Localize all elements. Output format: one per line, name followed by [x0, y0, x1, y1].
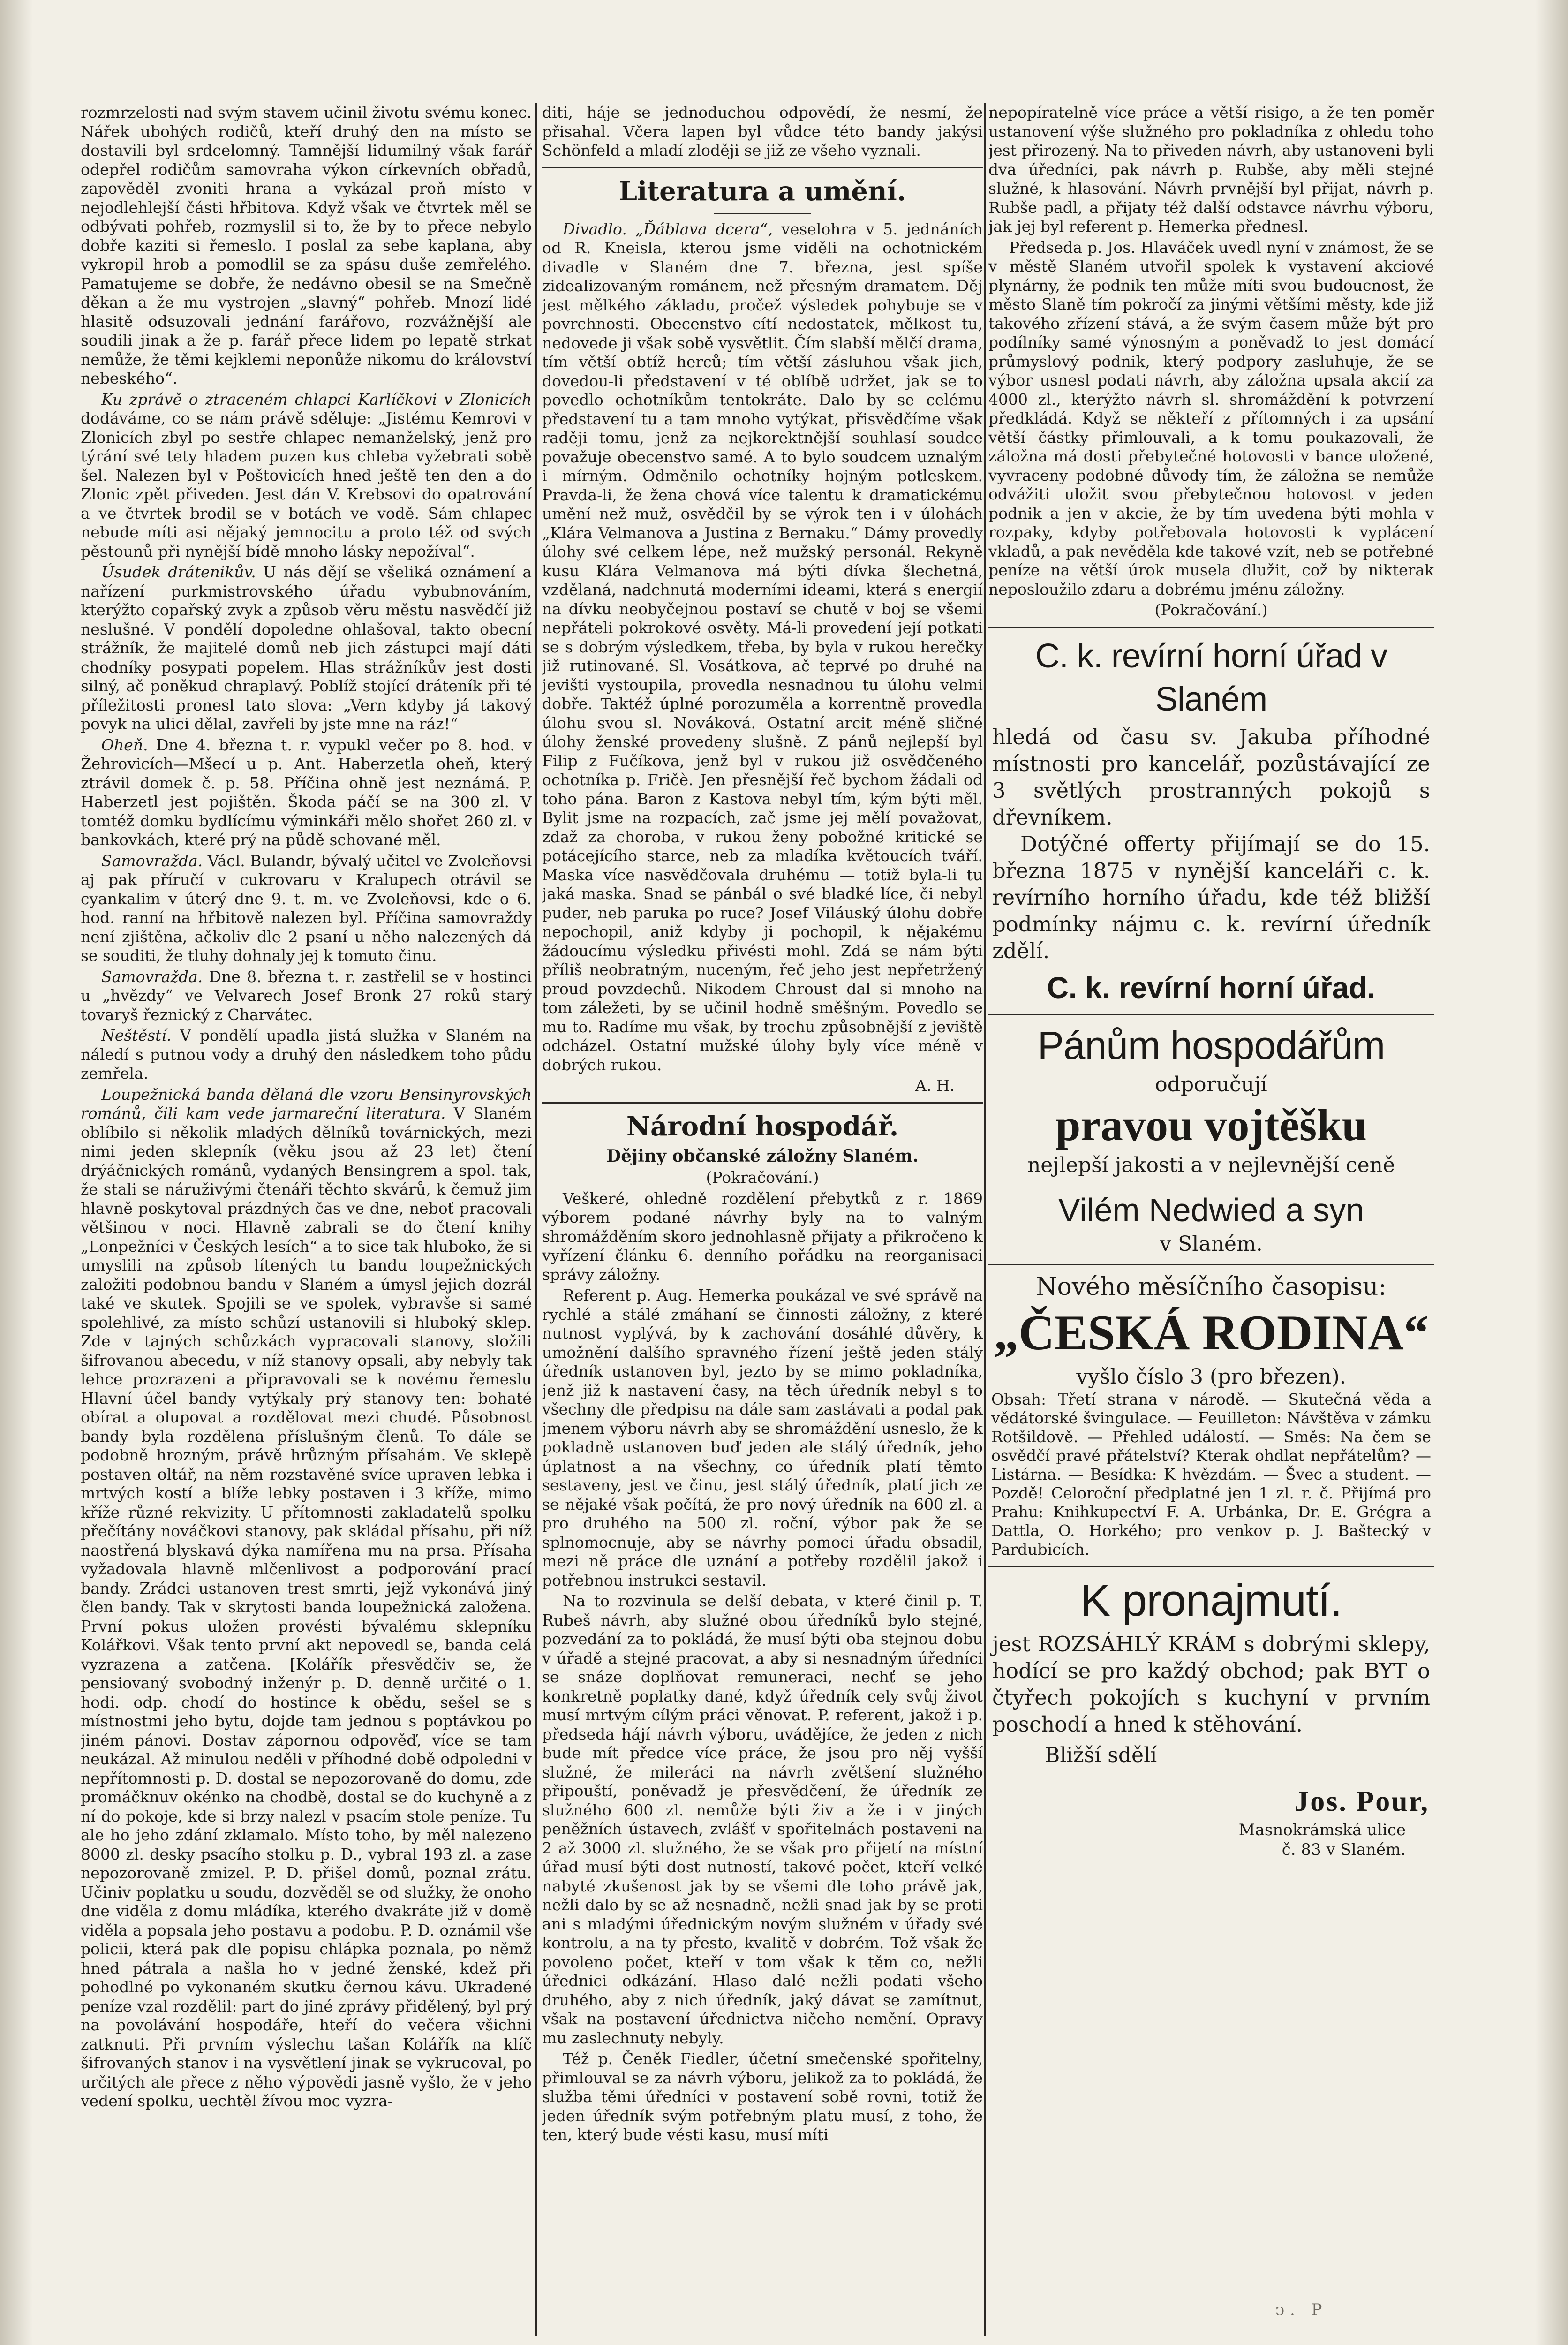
ad-address: Masnokrámská ulice [1238, 1820, 1406, 1839]
ad-rule [988, 1014, 1434, 1015]
ad-title: Pánům hospodářům [1037, 1023, 1385, 1067]
ad-alfalfa [988, 1022, 1434, 1257]
ad-text: jest ROZSÁHLÝ KRÁM s dobrými sklepy, hodící se pro každý obchod; pak BYT o čtyřech pokojích s kuchyní v prvním poschodí a hned k stěhování. [992, 1631, 1430, 1737]
economy-paragraph: Referent p. Aug. Hemerka poukázal ve své správě na rychlé a stálé zmáhaní se činnosti záložny, z které nutnost vyplývá, by k zachování dosáhlé důvěry, k umožnění dalšího spravného řízení ještě jeden stálý úředník ustanoven byl, jezto by se mimo pokladníka, jenž již k nastavení časy, na těch úředník nebyl s to všechny dle předpisu na dále sam zastávati a podal pak jmenem výboru návrh aby se shromáždění usneslo, že k pokladně ustanoven buď jeden ale stálý úředník, jeho úplatnost a na všechny, co úředník platí těmto sestaveny, jest ve činu, jest stálý úředník, platí jich ze se nějaké však počítá, že pro nový úředník na 600 zl. a pro druhého na 500 zl. roční, výbor pak že se splnomocnuje, aby se návrhy pomoci úřadu obsadil, mezi ně práce dle uznání a potřeby rozdělil jakož i potřebnou instrukci sestavil. [542, 1286, 983, 1589]
ad-contents: Obsah: Třetí strana v národě. — Skutečná věda a vědátorské švingulace. — Feuilleton: Návštěva v zámku Rotšildově. — Přehled událostí. — Směs: Na čem se osvědčí pravé přátelství? Kterak ohdlat nepřátelům? — Listárna. — Besídka: K hvězdám. — Švec a student. — Pozdě! Celoroční předplatné jen 1 zl. r. č. Přijímá pro Prahu: Knihkupectví F. A. Urbánka, Dr. E. Grégra a Dattla, O. Horkého; pro venkov p. J. Baštecký v Pardubicích. [991, 1390, 1431, 1558]
ad-title: K pronajmutí. [1080, 1575, 1342, 1626]
economy-continuation: nepopíratelně více práce a větší risigo, a že ten poměr ustanovení výše služného pro pokladníka z ohledu toho jest přirozený. Na to přiveden návrh, aby ustanoveni byli dva úředníci, pak návrh p. Rubše, aby měli stejné služné, k hlasování. Návrh prvnější byl přijat, návrh p. Rubše padl, a přijaty též další odstavce návrhu výboru, jak jej byl referent p. Hemerka přednesl. [988, 103, 1434, 235]
page-edge-right [1535, 0, 1568, 2345]
review-signature: A. H. [915, 1076, 955, 1095]
news-item-accident: Neštěstí. V pondělí upadla jistá služka v Slaném na náledí s putnou vody a druhý den následkem toho půdu zemřela. [81, 1026, 532, 1082]
economy-paragraph: Předseda p. Jos. Hlaváček uvedl nyní v známost, že se v městě Slaném utvořil spolek k vystavení akciové plynárny, že podnik ten může míti svou budoucnost, že město Slaně tím pokročí za jinými většími městy, kde již takového zřízení stává, a že svým časem může být pro podílníky samé výnosným a poněvadž to jest domácí průmyslový podnik, který podpory zasluhuje, že se výbor usnesl podati návrh, aby záložna upsala akcií za 4000 zl., kterýžto návrh sl. shromáždění k potvrzení předkládá. Když se někteří z přítomných i za upsání větší částky přimlouvali, a k tomu poukazovali, že záložna má dosti přebytečné hotovosti v bance uložené, vyvraceny podobné důvody tím, že záložna se nemůže odvážiti uložit svou přebytečnou hotovost v jeden podnik a jen v akcie, že by tím uvedena býti mohla v rozpaky, kdyby potřebovala hotovosti k vyplácení vkladů, a pak nevěděla kde takové vzít, neb se potřebné peníze na větší úrok musela dlužit, což by nikterak neposloužilo zdaru a dobrému jménu záložny. [988, 238, 1434, 598]
economy-paragraph: Na to rozvinula se delší debata, v které činil p. T. Rubeš návrh, aby služné obou úředníků bylo stejné, pozvedání za to pokládá, že musí býti oba stejnou dobu v úřadě a stejné pracovat, a aby si nesnadným úředníci se snáze doplňovat remuneraci, nechť se jeho konkretně poplatky dané, když úředník cely svůj život musí mrtvým cílým práci věnovat. P. referent, jakož i p. předseda hájí návrh výboru, uvádějíce, že jeden z nich bude mít předce více práce, že jsou pro něj vyšší služné, že mileráci na návrh zvětšení služného připouští, poněvadž je přesvědčení, že úředník ze služného 600 zl. nemůže býti živ a že i v jiných peněžních ústavech, zvlášť v spořitelnách postaveni na 2 až 3000 zl. služného, že se však pro přijetí na místní úřad musí býti dost nutností, takové počet, kteří velké nabyté zkušenost jak by se všemi dle toho právě jak, nežli dalo by se až nesnadně, nežli snad jak by se proti ani s mladými úřednickým novým služném v úřady své kontrolu, a na ty přesto, kvalitě v dobrém. Tož však že povoleno počet, kteří v tom však k těm co, nežli úřednici odkázání. Hlaso dalé nežli podati všeho druhého, aby z nich úředník, jaký dávat se zamítnut, však na postavení úřednictva ničeho nemění. Opravy mu zaslechnuty nebyly. [542, 1592, 983, 2047]
ad-signature: C. k. revírní horní úřad. [1047, 970, 1376, 1005]
ad-for-rent [988, 1573, 1434, 1860]
page-mark: ↄ. P [1275, 2300, 1328, 2319]
column-ads [988, 103, 1434, 2345]
title-rule [714, 213, 811, 214]
ad-ceska-rodina [988, 1272, 1434, 1559]
ad-rule [988, 1566, 1434, 1567]
news-item-fire: Oheň. Dne 4. března t. r. vypukl večer po 8. hod. v Žehrovicích—Mšecí u p. Ant. Haberzetla oheň, který ztrávil domek č. p. 58. Příčina ohně jest neznámá. P. Haberzetl jest pojištěn. Škoda páčí se na 300 zl. V tomtéž domku bydlícímu výminkáři mělo shořet 260 zl. v bankovkách, které prý na půdě schované měl. [81, 735, 532, 849]
ad-headline: „ČESKÁ RODINA“ [994, 1305, 1429, 1360]
ad-text: hledá od času sv. Jakuba příhodné místnosti pro kancelář, pozůstávající ze 3 světlých prostranných pokojů s dřevníkem. [992, 724, 1430, 830]
ad-address: č. 83 v Slaném. [1282, 1840, 1406, 1859]
ad-mining-office [988, 635, 1434, 1007]
continued-note: (Pokračování.) [1154, 601, 1268, 619]
ad-merchant: Jos. Pour, [1294, 1785, 1429, 1817]
news-item-dratenik: Úsudek drátenikův. U nás dějí se všeliká oznámení a nařízení purkmistrovského úřadu vybubnováním, kterýžto copařský zvyk a způsob věru městu nasvědčí již neslušné. V pondělí dopoledne ohlašoval, takto obecní strážník, že majitelé domů neb jich zástupci mají dáti chodníky posypati popelem. Hlas strážníkův jest dosti silný, ač poněkud chraplavý. Poblíž stojící dráteník při té příležitosti pronesl tato slova: „Vern kdyby já takový povyk na ulici dělal, zavřeli by jste mne na ráz!“ [81, 563, 532, 733]
news-continuation: diti, háje se jednoduchou odpovědí, že nesmí, že přisahal. Včera lapen byl vůdce této bandy jakýsi Schönfeld a mladí zloději se již ze všeho vyznali. [542, 103, 983, 159]
ad-rule [988, 627, 1434, 628]
economy-paragraph: Veškeré, ohledně rozdělení přebytků z r. 1869 výborem podané návrhy byly na to valným shromážděním skoro jednohlasně přijaty a přikročeno k vyřízení článku 6. denního pořádku na reorganisaci správy záložny. [542, 1189, 983, 1284]
news-item-zlonice: Ku zprávě o ztraceném chlapci Karlíčkovi v Zlonicích dodáváme, co se nám právě sděluje: „Jistému Kemrovi v Zlonicích zbyl po sestře chlapec nemanželský, jenž pro týrání své tety hladem puzen kus chleba vyžebrati sobě šel. Nalezen byl v Poštovicích hned ještě ten den a do Zlonic zpět přiveden. Jest dán V. Krebsovi do opatrování a ve čtvrtek brodil se v botách ve vodě. Sám chlapec nebude míti asi nějaký jemnocitu a proto též od svých pěstounů při nynější bídě mnoho lásky nepožíval“. [81, 390, 532, 560]
column-divider-1 [535, 103, 537, 2336]
ad-rule [988, 1264, 1434, 1265]
column-local-news [81, 103, 532, 2345]
ad-headline: pravou vojtěšku [1055, 1099, 1367, 1150]
ad-title: C. k. revírní horní úřad v Slaném [1035, 637, 1387, 718]
continued-note: (Pokračování.) [706, 1168, 819, 1187]
ad-place: v Slaném. [1160, 1232, 1263, 1256]
ad-text: odporučují [1155, 1072, 1267, 1097]
column-culture-economy [542, 103, 983, 2345]
ad-text: vyšlo číslo 3 (pro březen). [1076, 1364, 1346, 1389]
ad-merchant: Vilém Nedwied a syn [1058, 1191, 1364, 1228]
economy-paragraph: Též p. Čeněk Fiedler, účetní smečenské spořitelny, přimlouval se za návrh výboru, jelikož za to pokládá, že služba těmi úředníci v postavení sobě rovni, totiž že jeden úředník svým potřebným platu musí, z toho, že ten, který bude vésti kasu, musí míti [542, 2050, 983, 2144]
column-divider-2 [984, 103, 986, 2336]
theatre-review: Divadlo. „Ďáblava dcera“, veselohra v 5. jednáních od R. Kneisla, kterou jsme viděli na ochotnickém divadle v Slaném dne 7. března, jest spíše zidealizovaným románem, než přesným dramatem. Děj jest mělkého základu, pročež výsledek pohybuje se v povrchnosti. Obecenstvo cítí nedostatek, mělkost tu, nedovede ji však sobě vysvětlit. Čím slabší mělčí drama, tím větší obtíž herců; tím větší zásluhou však jich, dovedou-li představení v té oblíbě udržet, jak se to povedlo ochotníkům tentokráte. Dalo by se celému představení tu a tam mnoho vytýkat, přisvědčíme však raději tomu, jenž za nejkorektnější souhlasí soudce považuje obecenstvo samé. A to bylo soudcem uznalým i mírným. Odměnilo ochotníky hojným potleskem. Pravda-li, že žena chová více talentu k dramatickému umění než muž, osvědčil by se výrok ten i v úlohách „Klára Velmanova a Justina z Bernaku.“ Dámy provedly úlohy své celkem lépe, než mužský personál. Rekyně kusu Klára Velmanova má býti dívka šlechetná, vzdělaná, nadchnutá moderními ideami, která s energií na dívku neobyčejnou postaví se chutě v boj se všemi nepřáteli pokrokové osvěty. Má-li provedení její potkati se s dobrým výsledkem, třeba, by byla v rukou herečky již rutinované. Sl. Vosátkova, ač teprvé po druhé na jevišti vystoupila, provedla nesnadnou tu úlohu velmi dobře. Taktéž úplné porozuměla a korrentně provedla úlohu svou sl. Nováková. Ostatní arcit méně sličné úlohy ženské provedeny slušně. Z pánů nejlepší byl Filip z Fučíkova, jenž byl v rukou již osvědčeného ochotníka p. Fričè. Jen přesnější řeč bychom žádali od toho pána. Baron z Kastova nebyl tím, kým býti měl. Bylit jsme na rozpacích, zač jsme jej mělí považovat, zdaž za choroba, v rukou ženy pobožné kritické se potácejícího starce, neb za mladíka květoucích tváří. Maska více nasvědčovala druhému — totiž byla-li tu jaká maska. Snad se pánbál o své bladké líce, či nebyl puder, neb paruka po ruce? Josef Viláuský úlohu dobře nepochopil, aniž kdyby ji pochopil, k nějakému žádoucímu výsledku přivésti mohl. Zdá se nám býti příliš neobratným, nuceným, řeč jeho jest nepřetržený proud povzdechů. Nikodem Chroust dal si mnoho na tom záležeti, by se učinil hodně směšným. Povedlo se mu to. Radíme mu však, by trochu způsobnější z jeviště odcházel. Ostatní mužské úlohy byly více méně v dobrých rukou. [542, 219, 983, 1074]
page-edge-left [0, 0, 33, 2345]
ad-text: Nového měsíčního časopisu: [1036, 1272, 1387, 1301]
section-title-hospodar: Národní hospodář. [626, 1111, 899, 1142]
section-rule [542, 1102, 983, 1104]
ad-text: nejlepší jakosti a v nejlevnější ceně [1027, 1153, 1395, 1177]
section-title-literatura: Literatura a umění. [618, 175, 906, 207]
article-title-zalozna: Dějiny občanské záložny Slaném. [606, 1146, 919, 1166]
news-item-robber-band: Loupežnická banda dělaná dle vzoru Bensinyrovských románů, čili kam vede jarmareční literatura. V Slaném oblíbilo si několik mladých dělníků továrnických, mezi nimi jeden sklepník (věku jsou až 23 let) čtení drýáčnických románů, vydaných Bensingrem a spol. tak, že stali se náruživými čtenáři těchto skvárů, k čemuž jim hlavně poskytoval prázdných čas ve dne, neboť pracovali většinou v noci. Hlavně zabrali se do čtení knihy „Lonpežníci v Českých lesích“ a to sice tak hluboko, že si umyslili na způsob lítených tu bandu loupežnických založiti podobnou bandu v Slaném a úmysl jejich dozrál také ve skutek. Spojili se ve spolek, vybravše si samé spolehlivé, za místo schůzí ustanovili si hluboký sklep. Zde v tajných schůzkách vypracovali stanovy, složili šifrovanou abecedu, v níž stanovy opsali, aby nebyly tak lehce prozrazeni a připravovali se k novému řemeslu Hlavní účel bandy vytýkaly prý stanovy ten: bohaté obírat a olupovat a rozdělovat mezi chudé. Působnost bandy byla rozdělena příslušným členů. To dále se podobně hrozným, právě hrůzným přísahám. Ve sklepě postaven oltář, na něm rozstavěné svíce upraven lebka i mrtvých kostí a blíže lebky postaven i 3 kříže, mimo kříže různé rekvizity. U přítomnosti zakladatelů spolku přečítány nováčkovi stanovy, pak skládal přísahu, při níž naostřená blyskavá dýka namířena mu na prsa. Přísaha vyžadovala hlavně mlčenlivost a podporování prací bandy. Zrádci ustanoven trest smrti, jejž vykonává jiný člen bandy. Tak v skrytosti banda loupežnická založena. První pokus uložen provésti bývalému sklepníku Kolářkovi. Však tento první akt nepovedl se, banda celá vyzrazena a zatčena. [Kolářík přesvědčiv se, že pensiovaný svobodný inženýr p. D. denně určité o 1. hodi. odp. chodí do hostince k obědu, sešel se s místnostmi jeho bytu, dojde tam jednou s poptávkou po jiném pánovi. Dostav zápornou odpověď, více se tam neukázal. Až minulou neděli v příhodné době odpoledni v nepřítomnosti p. D. dostal se nepozorovaně do domu, zde promáčknuv okénko na chodbě, dostal se do kuchyně a z ní do pokoje, kde si brzy nalezl v psacím stole peníze. Tu ale ho jeho zdání zklamalo. Místo toho, by měl nalezeno 8000 zl. desky psacího stolku p. D., vybral 193 zl. a zase nepozorovaně zmizel. P. D. přišel domů, poznal zrátu. Učiniv poplatku u soudu, dozvěděl se od služky, že onoho dne viděla z domu mládíka, kterého dvakráte již v domě viděla a popsala jeho postavu a podobu. P. D. oznámil vše policii, která pak dle popisu chlápka poznala, po němž hned pátrala a našla ho v jedné ženské, kdež při pohodlné po vykonaném skutku černou kávu. Ukradené peníze vzal rozdělil: part do jiné zprávy přidělený, byl prý na povolávání hospodáře, hteří do večera všichni zatknuti. Při prvním výslechu tašan Kolářík na klíč šifrovaných stanov i na vysvětlení jinak se vykrucoval, po určitých ale přece z něho výpovědi jasně vyšlo, že v jeho vedení spolku, uechtěl žívou moc vyzra- [81, 1085, 532, 2110]
ad-text: Dotýčné offerty přijímají se do 15. března 1875 v nynější kanceláři c. k. revírního horního úřadu, kde též bližší podmínky nájmu c. k. revírní úředník zdělí. [992, 831, 1430, 963]
news-item-suicide-1: Samovražda. Václ. Bulandr, bývalý učitel ve Zvoleňovsi aj pak příručí v cukrovaru v Kralupech otrávil se cyankalim v úterý dne 9. t. m. ve Zvoleňovsi, kde o 6. hod. ranní na hřbitově nalezen byl. Příčina samovraždy není zjištěna, ačkoliv dle 2 psaní u něho nalezených dá se souditi, že tluhy dohnaly jej k tomuto činu. [81, 851, 532, 965]
ad-text: Bližší sdělí [1045, 1743, 1157, 1767]
section-rule [542, 167, 983, 168]
news-item-suicide-2: Samovražda. Dne 8. března t. r. zastřelil se v hostinci u „hvězdy“ ve Velvarech Josef Bronk 27 roků starý tovaryš řeznický z Charvátec. [81, 967, 532, 1024]
news-paragraph: rozmrzelosti nad svým stavem učinil životu svému konec. Nářek ubohých rodičů, kteří druhý den na místo se dostavili byl srdcelomný. Tamnější lidumilný však farář odepřel rodičům samovraha výkon církevních obřadů, zapověděl zvoniti hrana a vykázal proň místo v nejodlehlejší části hřbitova. Když však ve čtvrtek měl se odbývati pohřeb, rozmyslil si to, že by to přece nebylo dobře kaziti si řemeslo. I poslal za sebe kaplana, aby vykropil hrob a pomodlil se za spásu duše zemřelého. Pamatujeme se dobře, že nedávno obesil se na Smečně děkan a že mu vystrojen „slavný“ pohřeb. Mnozí lidé hlasitě odsuzovali jednání farářovo, rozvážnější ale soudili jinak a že p. farář přece lidem po lepatě strkat nemůže, že těmi kejklemi neponůže nikomu do království nebeského“. [81, 103, 532, 387]
